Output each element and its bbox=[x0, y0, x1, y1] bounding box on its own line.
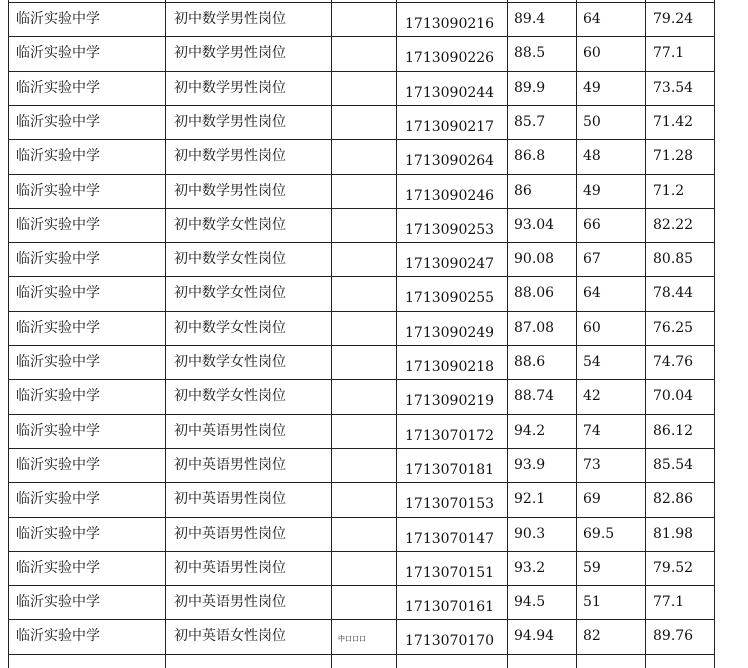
interview-score-cell: 60 bbox=[583, 45, 601, 62]
written-score-cell: 93.2 bbox=[514, 559, 546, 576]
total-score-cell: 86.12 bbox=[653, 422, 694, 439]
table-row bbox=[0, 551, 748, 585]
exam-id-cell: 1713070172 bbox=[405, 427, 495, 444]
note-cell bbox=[338, 551, 394, 585]
row-divider bbox=[8, 345, 715, 346]
note-cell bbox=[338, 482, 394, 516]
school-cell: 临沂实验中学 bbox=[16, 251, 100, 268]
written-score-cell: 94.94 bbox=[514, 628, 555, 645]
exam-id-cell: 1713090217 bbox=[405, 118, 495, 135]
interview-score-cell: 74 bbox=[583, 422, 601, 439]
row-divider bbox=[8, 654, 715, 655]
written-score-cell: 93.9 bbox=[514, 456, 546, 473]
row-divider bbox=[8, 517, 715, 518]
exam-id-cell: 1713090219 bbox=[405, 393, 495, 410]
exam-id-cell: 1713090249 bbox=[405, 324, 495, 341]
interview-score-cell: 42 bbox=[583, 388, 601, 405]
row-divider bbox=[8, 2, 715, 3]
total-score-cell: 77.1 bbox=[653, 45, 685, 62]
note-cell bbox=[338, 242, 394, 276]
school-cell: 临沂实验中学 bbox=[16, 594, 100, 611]
post-cell: 初中数学男性岗位 bbox=[174, 45, 286, 62]
school-cell: 临沂实验中学 bbox=[16, 216, 100, 233]
note-cell bbox=[338, 208, 394, 242]
written-score-cell: 90.3 bbox=[514, 525, 546, 542]
school-cell: 临沂实验中学 bbox=[16, 182, 100, 199]
school-cell: 临沂实验中学 bbox=[16, 148, 100, 165]
written-score-cell: 89.4 bbox=[514, 11, 546, 27]
table-row bbox=[0, 71, 748, 105]
exam-id-cell: 1713090218 bbox=[405, 359, 495, 375]
school-cell: 临沂实验中学 bbox=[16, 422, 100, 439]
total-score-cell: 71.28 bbox=[653, 148, 694, 165]
written-score-cell: 88.5 bbox=[514, 45, 546, 62]
total-score-cell: 85.54 bbox=[653, 456, 694, 473]
row-divider bbox=[8, 619, 715, 620]
total-score-cell: 73.54 bbox=[653, 79, 694, 96]
written-score-cell: 86 bbox=[514, 182, 532, 199]
exam-id-cell: 1713090253 bbox=[405, 221, 495, 238]
note-cell bbox=[338, 105, 394, 139]
school-cell: 临沂实验中学 bbox=[16, 628, 100, 645]
interview-score-cell: 50 bbox=[583, 113, 601, 130]
post-cell: 初中数学女性岗位 bbox=[174, 216, 286, 233]
written-score-cell: 85.7 bbox=[514, 113, 546, 130]
note-cell bbox=[338, 311, 394, 345]
exam-id-cell: 1713090216 bbox=[405, 16, 495, 32]
row-divider bbox=[8, 276, 715, 277]
table-row bbox=[0, 276, 748, 310]
total-score-cell: 89.76 bbox=[653, 628, 694, 645]
interview-score-cell: 66 bbox=[583, 216, 601, 233]
row-divider bbox=[8, 242, 715, 243]
table-row bbox=[0, 2, 748, 36]
row-divider bbox=[8, 379, 715, 380]
interview-score-cell: 49 bbox=[583, 182, 601, 199]
note-cell bbox=[338, 379, 394, 413]
table-row bbox=[0, 242, 748, 276]
school-cell: 临沂实验中学 bbox=[16, 388, 100, 405]
post-cell: 初中数学男性岗位 bbox=[174, 113, 286, 130]
school-cell: 临沂实验中学 bbox=[16, 456, 100, 473]
post-cell: 初中数学男性岗位 bbox=[174, 79, 286, 96]
interview-score-cell: 59 bbox=[583, 559, 601, 576]
post-cell: 初中数学男性岗位 bbox=[174, 11, 286, 27]
note-cell bbox=[338, 2, 394, 36]
note-cell bbox=[338, 448, 394, 482]
written-score-cell: 87.08 bbox=[514, 319, 555, 336]
row-divider bbox=[8, 105, 715, 106]
school-cell: 临沂实验中学 bbox=[16, 11, 100, 27]
exam-id-cell: 1713090246 bbox=[405, 187, 495, 204]
post-cell: 初中数学男性岗位 bbox=[174, 148, 286, 165]
post-cell: 初中英语女性岗位 bbox=[174, 628, 286, 645]
school-cell: 临沂实验中学 bbox=[16, 319, 100, 336]
total-score-cell: 70.04 bbox=[653, 388, 694, 405]
written-score-cell: 94.2 bbox=[514, 422, 546, 439]
interview-score-cell: 69 bbox=[583, 491, 601, 508]
interview-score-cell: 67 bbox=[583, 251, 601, 268]
school-cell: 临沂实验中学 bbox=[16, 491, 100, 508]
table-row bbox=[0, 139, 748, 173]
school-cell: 临沂实验中学 bbox=[16, 45, 100, 62]
table-row bbox=[0, 311, 748, 345]
written-score-cell: 93.04 bbox=[514, 216, 555, 233]
school-cell: 临沂实验中学 bbox=[16, 559, 100, 576]
table-row bbox=[0, 619, 748, 653]
exam-id-cell: 1713090264 bbox=[405, 153, 495, 170]
table-row bbox=[0, 208, 748, 242]
total-score-cell: 82.86 bbox=[653, 491, 694, 508]
school-cell: 临沂实验中学 bbox=[16, 79, 100, 96]
interview-score-cell: 54 bbox=[583, 354, 601, 370]
school-cell: 临沂实验中学 bbox=[16, 113, 100, 130]
exam-id-cell: 1713070147 bbox=[405, 530, 495, 547]
note-cell bbox=[338, 71, 394, 105]
interview-score-cell: 69.5 bbox=[583, 525, 615, 542]
table-row bbox=[0, 482, 748, 516]
interview-score-cell: 82 bbox=[583, 628, 601, 645]
post-cell: 初中英语男性岗位 bbox=[174, 525, 286, 542]
post-cell: 初中数学女性岗位 bbox=[174, 251, 286, 268]
post-cell: 初中英语男性岗位 bbox=[174, 491, 286, 508]
total-score-cell: 81.98 bbox=[653, 525, 694, 542]
note-cell bbox=[338, 517, 394, 551]
written-score-cell: 89.9 bbox=[514, 79, 546, 96]
row-divider bbox=[8, 36, 715, 37]
total-score-cell: 76.25 bbox=[653, 319, 694, 336]
row-divider bbox=[8, 311, 715, 312]
post-cell: 初中数学女性岗位 bbox=[174, 388, 286, 405]
interview-score-cell: 51 bbox=[583, 594, 601, 611]
exam-id-cell: 1713070151 bbox=[405, 564, 495, 581]
school-cell: 临沂实验中学 bbox=[16, 525, 100, 542]
row-divider bbox=[8, 208, 715, 209]
table-row bbox=[0, 174, 748, 208]
note-cell bbox=[338, 36, 394, 70]
note-cell bbox=[338, 414, 394, 448]
written-score-cell: 88.74 bbox=[514, 388, 555, 405]
table-row bbox=[0, 448, 748, 482]
written-score-cell: 86.8 bbox=[514, 148, 546, 165]
note-cell bbox=[338, 139, 394, 173]
note-cell bbox=[338, 345, 394, 379]
row-divider bbox=[8, 448, 715, 449]
total-score-cell: 80.85 bbox=[653, 251, 694, 268]
post-cell: 初中数学女性岗位 bbox=[174, 319, 286, 336]
note-cell bbox=[338, 585, 394, 619]
table-row bbox=[0, 414, 748, 448]
written-score-cell: 88.06 bbox=[514, 285, 555, 302]
note-cell bbox=[338, 276, 394, 310]
exam-id-cell: 1713070153 bbox=[405, 496, 495, 513]
exam-id-cell: 1713070170 bbox=[405, 633, 495, 650]
written-score-cell: 92.1 bbox=[514, 491, 546, 508]
post-cell: 初中英语男性岗位 bbox=[174, 422, 286, 439]
table-row bbox=[0, 345, 748, 379]
total-score-cell: 74.76 bbox=[653, 354, 694, 370]
school-cell: 临沂实验中学 bbox=[16, 354, 100, 370]
row-divider bbox=[8, 71, 715, 72]
note-cell: 中口口口 bbox=[338, 635, 366, 644]
table-row bbox=[0, 517, 748, 551]
interview-score-cell: 64 bbox=[583, 11, 601, 27]
row-divider bbox=[8, 139, 715, 140]
row-divider bbox=[8, 551, 715, 552]
post-cell: 初中英语男性岗位 bbox=[174, 559, 286, 576]
row-divider bbox=[8, 174, 715, 175]
interview-score-cell: 49 bbox=[583, 79, 601, 96]
exam-id-cell: 1713090244 bbox=[405, 84, 495, 101]
post-cell: 初中数学女性岗位 bbox=[174, 354, 286, 370]
table-row bbox=[0, 379, 748, 413]
total-score-cell: 71.42 bbox=[653, 113, 694, 130]
post-cell: 初中数学女性岗位 bbox=[174, 285, 286, 302]
interview-score-cell: 48 bbox=[583, 148, 601, 165]
total-score-cell: 71.2 bbox=[653, 182, 685, 199]
row-divider bbox=[8, 482, 715, 483]
total-score-cell: 78.44 bbox=[653, 285, 694, 302]
interview-score-cell: 73 bbox=[583, 456, 601, 473]
written-score-cell: 94.5 bbox=[514, 594, 546, 611]
row-divider bbox=[8, 414, 715, 415]
total-score-cell: 79.52 bbox=[653, 559, 694, 576]
exam-id-cell: 1713090247 bbox=[405, 256, 495, 273]
table-row bbox=[0, 105, 748, 139]
post-cell: 初中数学男性岗位 bbox=[174, 182, 286, 199]
written-score-cell: 88.6 bbox=[514, 354, 546, 370]
table-row bbox=[0, 36, 748, 70]
written-score-cell: 90.08 bbox=[514, 251, 555, 268]
post-cell: 初中英语男性岗位 bbox=[174, 594, 286, 611]
total-score-cell: 82.22 bbox=[653, 216, 694, 233]
interview-score-cell: 64 bbox=[583, 285, 601, 302]
exam-id-cell: 1713070181 bbox=[405, 461, 495, 478]
exam-id-cell: 1713070161 bbox=[405, 599, 495, 616]
post-cell: 初中英语男性岗位 bbox=[174, 456, 286, 473]
total-score-cell: 77.1 bbox=[653, 594, 685, 611]
note-cell bbox=[338, 174, 394, 208]
table-row bbox=[0, 585, 748, 619]
exam-id-cell: 1713090255 bbox=[405, 290, 495, 307]
exam-id-cell: 1713090226 bbox=[405, 50, 495, 67]
school-cell: 临沂实验中学 bbox=[16, 285, 100, 302]
row-divider bbox=[8, 585, 715, 586]
interview-score-cell: 60 bbox=[583, 319, 601, 336]
total-score-cell: 79.24 bbox=[653, 11, 694, 27]
